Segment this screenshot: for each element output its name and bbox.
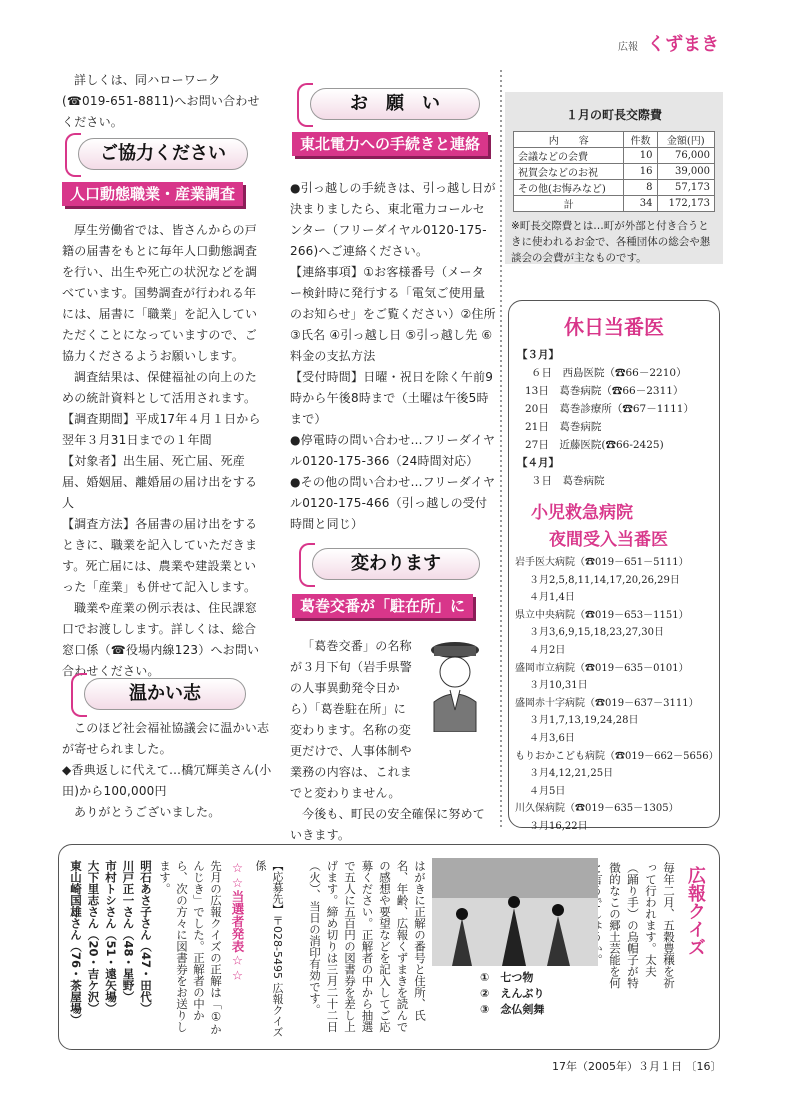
donation-text [62,718,272,823]
donation-thanks: ありがとうございました。 [74,805,221,819]
quiz-apply: 【応募先】〒028-5495 広報クイズ係 [254,860,284,1038]
list-item: 27日 近藤医院(☎66-2425) [525,439,664,451]
survey-text [62,220,262,682]
list-item: ３日 葛巻病院 [531,475,605,487]
holiday-title: 休日当番医 [564,315,664,339]
expense-box [505,92,723,264]
list-item: ４月3,6日 [529,732,575,744]
table-row: その他(お悔みなど) 8 57,173 [514,180,715,196]
section-sub-tohoku: 東北電力への手続きと連絡 [292,132,488,156]
list-item: ３月2,5,8,11,14,17,20,26,29日 [529,574,680,586]
list-item: 市村トシさん（51・遠矢場） [104,860,118,1015]
tohoku-text [290,178,496,535]
expense-header: 件数 [624,132,657,148]
april-label: 【４月】 [517,457,559,469]
police-paragraph-1: 「葛巻交番」の名称が３月下旬（岩手県警の人事異動発令日から）「葛巻駐在所」に変わります。名称の変更だけで、人事体制や業務の内容は、これまでと変わりません。 [290,639,413,800]
list-item: 13日 葛巻病院（☎66－2311） [525,385,684,397]
table-row: 会議などの会費 10 76,000 [514,148,715,164]
expense-header-row [514,132,715,148]
winners-text: 先月の広報クイズの正解は「①かんじき」でした。正解者の中から、次の方々に図書券をお送りします。 [158,860,223,1035]
winners-title: ☆☆当選者発表☆☆ [230,860,245,983]
quiz-option: ③ 念仏剣舞 [480,1003,545,1016]
section-title-cooperate: ご協力ください [78,138,248,170]
march-label: 【３月】 [517,349,559,361]
quiz-question: 毎年二月、五穀豊穣を祈って行われます。太夫（踊り手）の烏帽子が特徴的なこの郷土芸能を何 [608,862,676,989]
list-item: 東山崎国雄さん（76・茶屋場） [69,860,83,1026]
footer-date: 17年（2005年）３月１日 [552,1060,682,1073]
donation-paragraph: このほど社会福祉協議会に温かい志が寄せられました。 [62,721,270,756]
tohoku-paragraph-1: ●引っ越しの手続きは、引っ越し日が決まりましたら、東北電力コールセンター（フリーダイヤル0120-175-266)へご連絡ください。 [290,181,496,258]
survey-paragraph-1: 厚生労働省では、皆さんからの戸籍の届書をもとに毎年人口動態調査を行い、出生や死亡の状況などを調べています。国勢調査が行われる年には、届書に「職業」を記入していただくことになっていますので、ご協力くださるようお願いします。 [62,223,258,363]
list-item: ３月16,22日 [529,820,588,832]
list-item: 大下里志さん（20・吉ケ沢） [86,860,101,1015]
header-title: くずまき [647,34,720,55]
survey-target: 【対象者】出生届、死亡届、死産届、婚姻届、離婚届の届け出をする人 [62,454,258,510]
table-row: 祝賀会などのお祝 16 39,000 [514,164,715,180]
header-label: 広報 [618,42,638,53]
list-item: 明石あさ子さん（47・田代） [139,860,153,1015]
expense-title: １月の町長交際費 [565,108,662,122]
section-sub-police: 葛巻交番が「駐在所」に [292,594,473,618]
police-paragraph-2: 今後も、町民の安全確保に努めていきます。 [290,807,486,842]
winners-list [64,860,154,1040]
page-number: 〔16〕 [685,1060,722,1073]
quiz-options [480,970,600,1018]
footer [552,1058,732,1074]
survey-period: 【調査期間】平成17年４月１日から翌年３月31日までの１年間 [62,412,261,447]
expense-header: 金額(円) [657,132,714,148]
quiz-title: 広報クイズ [685,866,706,956]
column-1 [62,70,262,133]
section-title-change: 変わります [312,548,480,580]
list-item: 盛岡赤十字病院（☎019－637－3111） [515,697,699,709]
hellowork-intro: 詳しくは、同ハローワーク(☎019-651-8811)へお問い合わせください。 [62,73,260,129]
section-title-request: お 願 い [310,88,480,120]
list-item: ３月10,31日 [529,680,588,692]
section-title-donation: 温かい志 [84,678,246,710]
quiz-rules: はがきに正解の番号と住所、氏名、年齢、広報くずまきを読んでの感想や要望などを記入してご応募ください。正解者の中から抽選で五人に五百円の図書券を差し上げます。締め切りは三月二十二日（火）、当日の消印有効です。 [308,860,427,1033]
list-item: 20日 葛巻診療所（☎67－1111） [525,403,694,415]
list-item: 21日 葛巻病院 [525,421,602,433]
night-list [515,554,719,836]
night-title-1: 小児救急病院 [531,503,633,523]
tohoku-other: ●その他の問い合わせ…フリーダイヤル0120-175-466（引っ越しの受付時間と同じ） [290,475,496,531]
duty-doctor-box [508,300,720,832]
tohoku-outage: ●停電時の問い合わせ…フリーダイヤル0120-175-366（24時間対応） [290,433,496,468]
list-item: 川久保病院（☎019－635－1305） [515,803,679,815]
police-text [290,636,496,846]
night-title-2: 夜間受入当番医 [549,530,668,550]
quiz-option: ② えんぶり [480,987,545,1000]
list-item: 川戸正一さん（48・星野） [121,860,136,1003]
survey-method: 【調査方法】各届書の届け出をするときに、職業を記入していただきます。死亡届には、農業や建設業といった「産業」も併せて記入します。 [62,517,258,594]
tohoku-contact-items: 【連絡事項】①お客様番号（メーター検針時に発行する「電気ご使用量のお知らせ」をご覧ください）②住所 ③氏名 ④引っ越し日 ⑤引っ越し先 ⑥料金の支払方法 [290,265,496,363]
table-row: 計 34 172,173 [514,196,715,212]
expense-note: ※町長交際費とは…町が外部と付き合うときに使われるお金で、各種団体の総会や懇談会の会費が主なものです。 [511,220,711,264]
survey-paragraph-2: 調査結果は、保健福祉の向上のための統計資料として活用されます。 [62,370,258,405]
tohoku-hours: 【受付時間】日曜・祝日を除く午前9時から午後8時まで（土曜は午後5時まで） [290,370,494,426]
list-item: 岩手医大病院（☎019－651－5111） [515,557,689,568]
list-item: 県立中央病院（☎019－653－1151） [515,609,689,621]
column-divider [500,70,502,830]
list-item: もりおかこども病院（☎019－662－5656） [515,750,719,762]
donation-entry: ◆香典返しに代えて…橋冗輝美さん(小田)から100,000円 [62,763,272,798]
list-item: ３月1,7,13,19,24,28日 [529,715,639,727]
section-sub-survey: 人口動態職業・産業調査 [62,182,243,206]
list-item: ４月5日 [529,785,566,797]
header [618,30,758,54]
quiz-photo [432,858,598,966]
expense-header: 内 容 [514,132,624,148]
list-item: ３月3,6,9,15,18,23,27,30日 [529,627,664,639]
list-item: ３月4,12,21,25日 [529,768,614,780]
list-item: ４月1,4日 [529,592,575,604]
expense-table [513,131,715,212]
quiz-option: ① 七つ物 [480,971,534,984]
list-item: 盛岡市立病院（☎019－635－0101） [515,662,689,674]
list-item: ６日 西島医院（☎66－2210） [531,367,687,379]
list-item: ４月2日 [529,644,566,656]
survey-paragraph-3: 職業や産業の例示表は、住民課窓口でお渡しします。詳しくは、総合窓口係（☎役場内線123）へお問い合わせください。 [62,601,260,678]
